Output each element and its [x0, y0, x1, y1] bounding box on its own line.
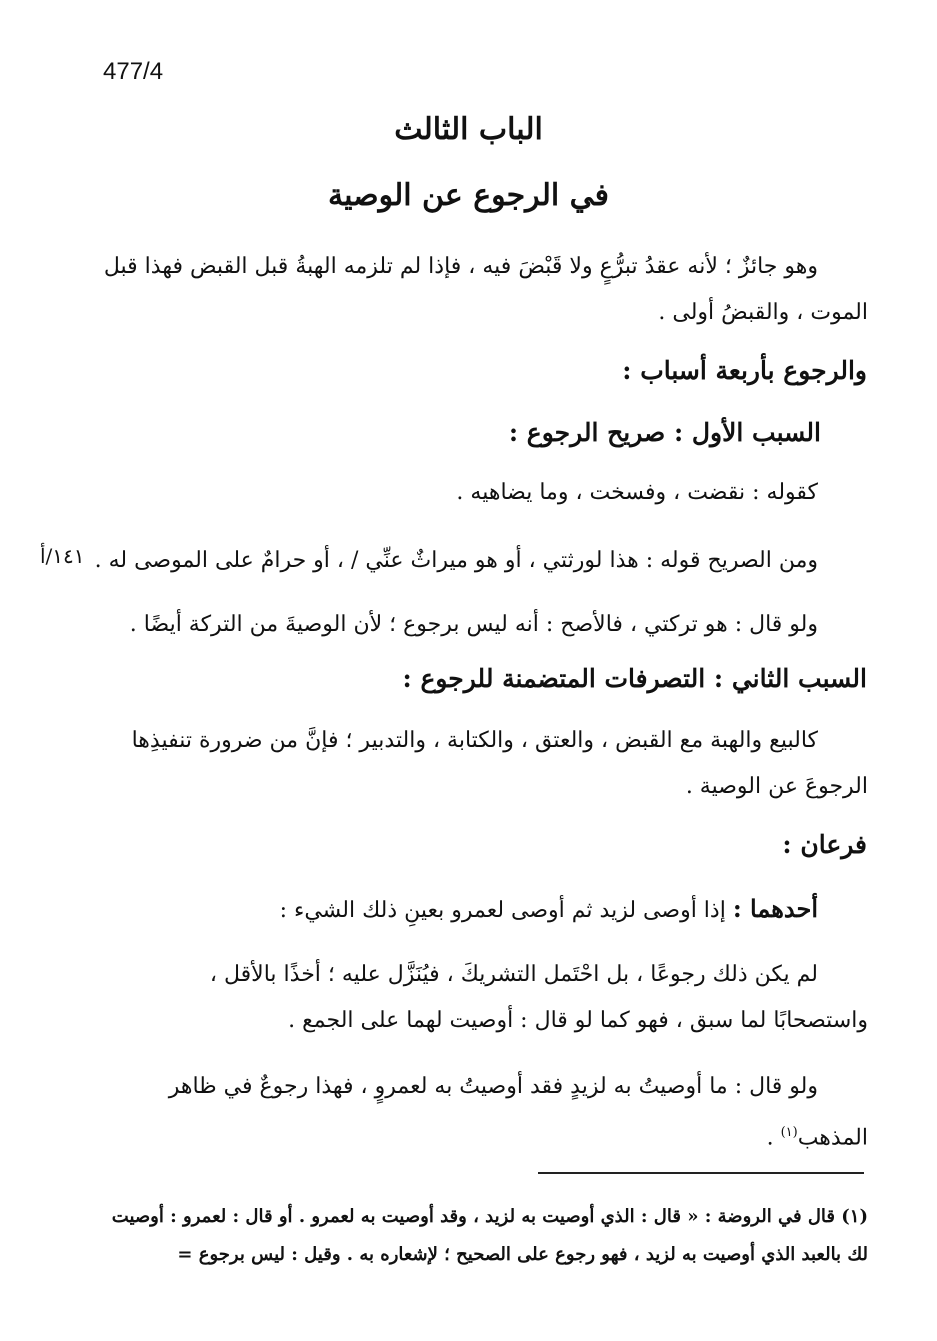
first-ruling-line-2: واستصحابًا لما سبق ، فهو كما لو قال : أوصيت لهما على الجمع .: [288, 1008, 868, 1033]
last-line-2-text: المذهب: [797, 1125, 868, 1151]
reason-two-heading: السبب الثاني : التصرفات المتضمنة للرجوع :: [402, 664, 867, 693]
footnotes: [100, 1198, 868, 1274]
first-branch-label: أحدهما :: [732, 894, 818, 923]
reason-one-text: كقوله : نقضت ، وفسخت ، وما يضاهيه .: [456, 480, 818, 505]
last-paragraph: [100, 1064, 868, 1161]
reason-two-paragraph: [100, 718, 868, 810]
first-branch-line: [100, 886, 868, 934]
footnote-separator: [538, 1172, 864, 1174]
first-ruling-line-1: لم يكن ذلك رجوعًا ، بل احْتَمل التشريكَ ، فيُنَزَّل عليه ؛ أخذًا بالأقل ،: [209, 962, 818, 987]
last-line-2: [100, 1110, 868, 1161]
last-line-1: ولو قال : ما أوصيتُ به لزيدٍ فقد أوصيتُ به لعمروٍ ، فهذا رجوعٌ في ظاهر: [168, 1074, 818, 1099]
first-ruling-paragraph: [100, 952, 868, 1044]
footnote-line-2: لك بالعبد الذي أوصيت به لزيد ، فهو رجوع على الصحيح ؛ لإشعاره به . وقيل : ليس برجوع =: [177, 1244, 868, 1265]
first-branch-paragraph: [100, 886, 868, 934]
last-line-2-end: .: [766, 1125, 781, 1151]
reason-one-paragraph: [100, 470, 868, 516]
intro-paragraph: [100, 244, 868, 336]
tarikah-text: ولو قال : هو تركتي ، فالأصح : أنه ليس برجوع ؛ لأن الوصيةَ من التركة أيضًا .: [129, 612, 818, 637]
explicit-paragraph: [94, 538, 868, 584]
reason-one-heading: السبب الأول : صريح الرجوع :: [508, 418, 821, 447]
intro-line-1: وهو جائزٌ ؛ لأنه عقدُ تبرُّعٍ ولا قَبْضَ فيه ، فإذا لم تلزمه الهبةُ قبل القبض فهذا قبل: [103, 254, 818, 279]
chapter-title: الباب الثالث: [394, 112, 543, 147]
first-branch-text: إذا أوصى لزيد ثم أوصى لعمرو بعينِ ذلك الشيء :: [279, 898, 726, 923]
reason-two-line-2: الرجوعَ عن الوصية .: [685, 774, 868, 799]
reason-two-line-1: كالبيع والهبة مع القبض ، والعتق ، والكتابة ، والتدبير ؛ فإنَّ من ضرورة تنفيذِها: [131, 728, 818, 753]
tarikah-paragraph: [100, 602, 868, 648]
branches-heading: فرعان :: [782, 830, 867, 859]
margin-folio-note: ١٤١/أ: [40, 544, 85, 568]
reasons-heading: والرجوع بأربعة أسباب :: [622, 356, 867, 385]
intro-line-2: الموت ، والقبضُ أولى .: [658, 300, 868, 325]
footnote-marker: (١): [780, 1125, 798, 1140]
explicit-text: ومن الصريح قوله : هذا لورثتي ، أو هو ميراثٌ عنِّي / ، أو حرامٌ على الموصى له .: [94, 548, 818, 573]
page-number: 477/4: [103, 58, 164, 85]
chapter-subtitle: في الرجوع عن الوصية: [328, 178, 609, 213]
footnote-line-1: (١) قال في الروضة : « قال : الذي أوصيت به لزيد ، وقد أوصيت به لعمرو . أو قال : لعمرو : أوصيت: [111, 1206, 868, 1227]
